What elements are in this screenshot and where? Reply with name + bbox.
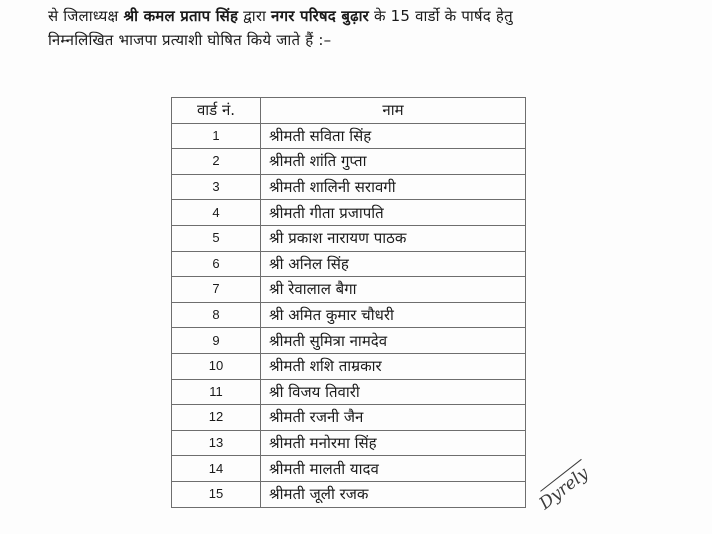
table-row xyxy=(172,302,526,328)
table-row xyxy=(172,225,526,251)
ward-number: 10 xyxy=(172,353,261,379)
candidate-name: श्रीमती शांति गुप्ता xyxy=(261,149,526,175)
candidate-name: श्रीमती रजनी जैन xyxy=(261,405,526,431)
candidates-table xyxy=(171,97,526,508)
table-row xyxy=(172,379,526,405)
table-row xyxy=(172,174,526,200)
ward-number: 14 xyxy=(172,456,261,482)
candidate-name: श्री प्रकाश नारायण पाठक xyxy=(261,225,526,251)
table-row xyxy=(172,353,526,379)
candidate-name: श्रीमती गीता प्रजापति xyxy=(261,200,526,226)
table-row xyxy=(172,149,526,175)
district-president-name: श्री कमल प्रताप सिंह xyxy=(123,7,239,25)
candidate-name: श्री अमित कुमार चौधरी xyxy=(261,302,526,328)
ward-number: 12 xyxy=(172,405,261,431)
ward-number: 13 xyxy=(172,430,261,456)
ward-number: 11 xyxy=(172,379,261,405)
table-row xyxy=(172,405,526,431)
candidate-name: श्रीमती मनोरमा सिंह xyxy=(261,430,526,456)
table-header-row xyxy=(172,98,526,124)
intro-line-2: निम्नलिखित भाजपा प्रत्याशी घोषित किये जाते हैं :– xyxy=(48,31,332,49)
ward-number: 6 xyxy=(172,251,261,277)
ward-number: 1 xyxy=(172,123,261,149)
ward-number: 2 xyxy=(172,149,261,175)
intro-text: द्वारा xyxy=(238,7,272,25)
table-row xyxy=(172,456,526,482)
handwritten-signature: Dyrely xyxy=(535,463,593,514)
table-row xyxy=(172,430,526,456)
candidate-name: श्रीमती सुमित्रा नामदेव xyxy=(261,328,526,354)
table-row xyxy=(172,123,526,149)
ward-number: 9 xyxy=(172,328,261,354)
table-row xyxy=(172,328,526,354)
header-name: नाम xyxy=(261,98,526,124)
candidate-name: श्री रेवालाल बैगा xyxy=(261,277,526,303)
candidate-name: श्रीमती शशि ताम्रकार xyxy=(261,353,526,379)
council-name: नगर परिषद बुढ़ार xyxy=(271,7,370,25)
candidate-name: श्रीमती जूली रजक xyxy=(261,481,526,507)
table-row xyxy=(172,251,526,277)
candidate-name: श्रीमती मालती यादव xyxy=(261,456,526,482)
intro-line-1 xyxy=(48,4,688,28)
ward-number: 15 xyxy=(172,481,261,507)
intro-text: के 15 वार्डो के पार्षद हेतु xyxy=(369,7,513,25)
candidate-name: श्रीमती सविता सिंह xyxy=(261,123,526,149)
candidate-name: श्री अनिल सिंह xyxy=(261,251,526,277)
header-ward-no: वार्ड नं. xyxy=(172,98,261,124)
ward-number: 8 xyxy=(172,302,261,328)
ward-number: 5 xyxy=(172,225,261,251)
candidate-name: श्रीमती शालिनी सरावगी xyxy=(261,174,526,200)
table-row xyxy=(172,200,526,226)
ward-number: 4 xyxy=(172,200,261,226)
intro-paragraph xyxy=(48,4,688,52)
table-row xyxy=(172,277,526,303)
ward-number: 3 xyxy=(172,174,261,200)
table-row xyxy=(172,481,526,507)
ward-number: 7 xyxy=(172,277,261,303)
candidate-name: श्री विजय तिवारी xyxy=(261,379,526,405)
intro-text: से जिलाध्यक्ष xyxy=(48,7,124,25)
